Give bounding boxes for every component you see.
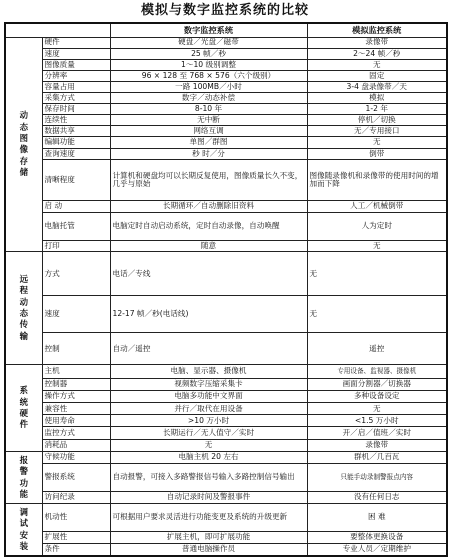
table-row [5, 148, 447, 159]
analog-cell: 3-4 盘录像带／天 [307, 81, 447, 92]
digital-cell: 无中断 [110, 115, 307, 126]
analog-cell: 固定 [307, 70, 447, 81]
row-label: 启 动 [42, 200, 110, 212]
digital-cell: 视频数字压缩采集卡 [110, 378, 307, 390]
row-label: 速度 [42, 48, 110, 59]
digital-cell: 长期运行／无人值守／实时 [110, 427, 307, 439]
digital-cell: 电话／专线 [110, 251, 307, 295]
table-row [5, 415, 447, 427]
row-label: 分辨率 [42, 70, 110, 81]
comparison-table [4, 22, 448, 557]
row-label: 清晰程度 [42, 159, 110, 200]
table-row [5, 451, 447, 463]
analog-cell: 录像带 [307, 439, 447, 451]
analog-cell: 多种设备设定 [307, 390, 447, 402]
category-cell [5, 504, 42, 556]
row-label: 编辑功能 [42, 137, 110, 148]
digital-cell: 可根据用户要求灵活进行功能变更及系统的升级更新 [110, 504, 307, 532]
table-row [5, 37, 447, 48]
header-empty-cell [5, 23, 110, 37]
table-row [5, 93, 447, 104]
digital-cell: 计算机和硬盘均可以长期反复使用，图像质量长久不变，几乎与原始 [110, 159, 307, 200]
digital-cell: 普通电脑操作员 [110, 544, 307, 556]
category-cell [5, 251, 42, 364]
row-label: 访问纪录 [42, 491, 110, 503]
digital-cell: 数字／动态补偿 [110, 93, 307, 104]
header-digital: 数字监控系统 [110, 23, 307, 37]
digital-cell: 长期循环／自动删除旧资料 [110, 200, 307, 212]
digital-cell: 并行／取代在用设备 [110, 403, 307, 415]
row-label: 扩展性 [42, 531, 110, 543]
analog-cell: 停机／切换 [307, 115, 447, 126]
digital-cell: 自动报警，可接入多路警报信号输入多路控制信号输出 [110, 464, 307, 492]
digital-cell: >10 万小时 [110, 415, 307, 427]
row-label: 保存时间 [42, 104, 110, 115]
table-row [5, 427, 447, 439]
category-label: 动态图像存储 [19, 110, 28, 177]
digital-cell: 电脑主机 20 左右 [110, 451, 307, 463]
analog-cell: 无 [307, 251, 447, 295]
digital-cell: 96 × 128 至 768 × 576（六个级别） [110, 70, 307, 81]
analog-cell: 2～24 帧／秒 [307, 48, 447, 59]
row-label: 兼容性 [42, 403, 110, 415]
analog-cell: 倒带 [307, 148, 447, 159]
table-row [5, 48, 447, 59]
digital-cell: 秒 时／分 [110, 148, 307, 159]
category-label: 远程动态传输 [19, 274, 28, 341]
digital-cell: 硬盘／光盘／磁带 [110, 37, 307, 48]
table-row [5, 439, 447, 451]
digital-cell: 自动／遥控 [110, 333, 307, 365]
table-row [5, 213, 447, 241]
category-label: 调试安装 [19, 506, 28, 551]
analog-cell: 专业人员／定期维护 [307, 544, 447, 556]
table-row [5, 104, 447, 115]
table-row [5, 70, 447, 81]
analog-cell: 无 [307, 59, 447, 70]
analog-cell: 要整体更换设备 [307, 531, 447, 543]
category-cell [5, 37, 42, 251]
row-label: 连续性 [42, 115, 110, 126]
digital-cell: 一路 100MB／小时 [110, 81, 307, 92]
row-label: 条件 [42, 544, 110, 556]
table-row [5, 200, 447, 212]
row-label: 打印 [42, 240, 110, 251]
digital-cell: 电脑、显示器、摄像机 [110, 365, 307, 378]
analog-cell: 专用设备、监视器、摄像机 [307, 365, 447, 378]
table-body [5, 37, 447, 556]
analog-cell: 画面分割器／切换器 [307, 378, 447, 390]
table-row [5, 251, 447, 295]
digital-cell: 随意 [110, 240, 307, 251]
row-label: 图像质量 [42, 59, 110, 70]
table-row [5, 240, 447, 251]
digital-cell: 网络互调 [110, 126, 307, 137]
table-row [5, 544, 447, 556]
analog-cell: 开／启／值班／实时 [307, 427, 447, 439]
analog-cell: 1-2 年 [307, 104, 447, 115]
table-row [5, 126, 447, 137]
digital-cell: 1～10 级别调整 [110, 59, 307, 70]
row-label: 查询速度 [42, 148, 110, 159]
analog-cell: 图像随录像机和录像带的使用时间的增加而下降 [307, 159, 447, 200]
row-label: 使用寿命 [42, 415, 110, 427]
row-label: 速度 [42, 296, 110, 333]
header-analog: 模拟监控系统 [307, 23, 447, 37]
table-row [5, 59, 447, 70]
digital-cell: 电脑定时自动启动系统，定时自动录像，自动唤醒 [110, 213, 307, 241]
row-label: 数据共享 [42, 126, 110, 137]
analog-cell: 没有任何日志 [307, 491, 447, 503]
row-label: 监控方式 [42, 427, 110, 439]
row-label: 消耗品 [42, 439, 110, 451]
category-cell [5, 365, 42, 452]
analog-cell: 人为定时 [307, 213, 447, 241]
analog-cell: 无／专用接口 [307, 126, 447, 137]
analog-cell: 无 [307, 403, 447, 415]
row-label: 守候功能 [42, 451, 110, 463]
row-label: 控制器 [42, 378, 110, 390]
analog-cell: 无 [307, 137, 447, 148]
digital-cell: 无 [110, 439, 307, 451]
digital-cell: 电脑多功能中文界面 [110, 390, 307, 402]
row-label: 硬件 [42, 37, 110, 48]
row-label: 电脑托管 [42, 213, 110, 241]
table-row [5, 464, 447, 492]
analog-cell: 录像带 [307, 37, 447, 48]
row-label: 操作方式 [42, 390, 110, 402]
table-row [5, 378, 447, 390]
analog-cell: 遥控 [307, 333, 447, 365]
row-label: 控制 [42, 333, 110, 365]
table-row [5, 403, 447, 415]
table-row [5, 491, 447, 503]
digital-cell: 8-10 年 [110, 104, 307, 115]
table-row [5, 504, 447, 532]
table-row [5, 159, 447, 200]
document-title: 模拟与数字监控系统的比较 [140, 3, 309, 18]
table-header-row [5, 23, 447, 37]
table-row [5, 81, 447, 92]
digital-cell: 自动记录时间及警报事件 [110, 491, 307, 503]
analog-cell: 困 难 [307, 504, 447, 532]
analog-cell: 人工／机械倒带 [307, 200, 447, 212]
analog-cell: 只能手动录制警报点内容 [307, 464, 447, 492]
category-label: 报警功能 [19, 454, 28, 499]
row-label: 警报系统 [42, 464, 110, 492]
row-label: 主机 [42, 365, 110, 378]
digital-cell: 25 帧／秒 [110, 48, 307, 59]
table-row [5, 115, 447, 126]
table-row [5, 390, 447, 402]
analog-cell: 无 [307, 296, 447, 333]
row-label: 容量占用 [42, 81, 110, 92]
digital-cell: 12-17 帧／秒(电话线) [110, 296, 307, 333]
table-row [5, 137, 447, 148]
table-row [5, 296, 447, 333]
analog-cell: <1.5 万小时 [307, 415, 447, 427]
table-row [5, 333, 447, 365]
category-cell [5, 451, 42, 503]
analog-cell: 群机／几百瓦 [307, 451, 447, 463]
digital-cell: 扩展主机，即可扩展功能 [110, 531, 307, 543]
analog-cell: 模拟 [307, 93, 447, 104]
row-label: 方式 [42, 251, 110, 295]
table-row [5, 365, 447, 378]
category-label: 系统硬件 [19, 385, 28, 430]
analog-cell: 无 [307, 240, 447, 251]
row-label: 机动性 [42, 504, 110, 532]
table-row [5, 531, 447, 543]
digital-cell: 单图／群图 [110, 137, 307, 148]
row-label: 采集方式 [42, 93, 110, 104]
